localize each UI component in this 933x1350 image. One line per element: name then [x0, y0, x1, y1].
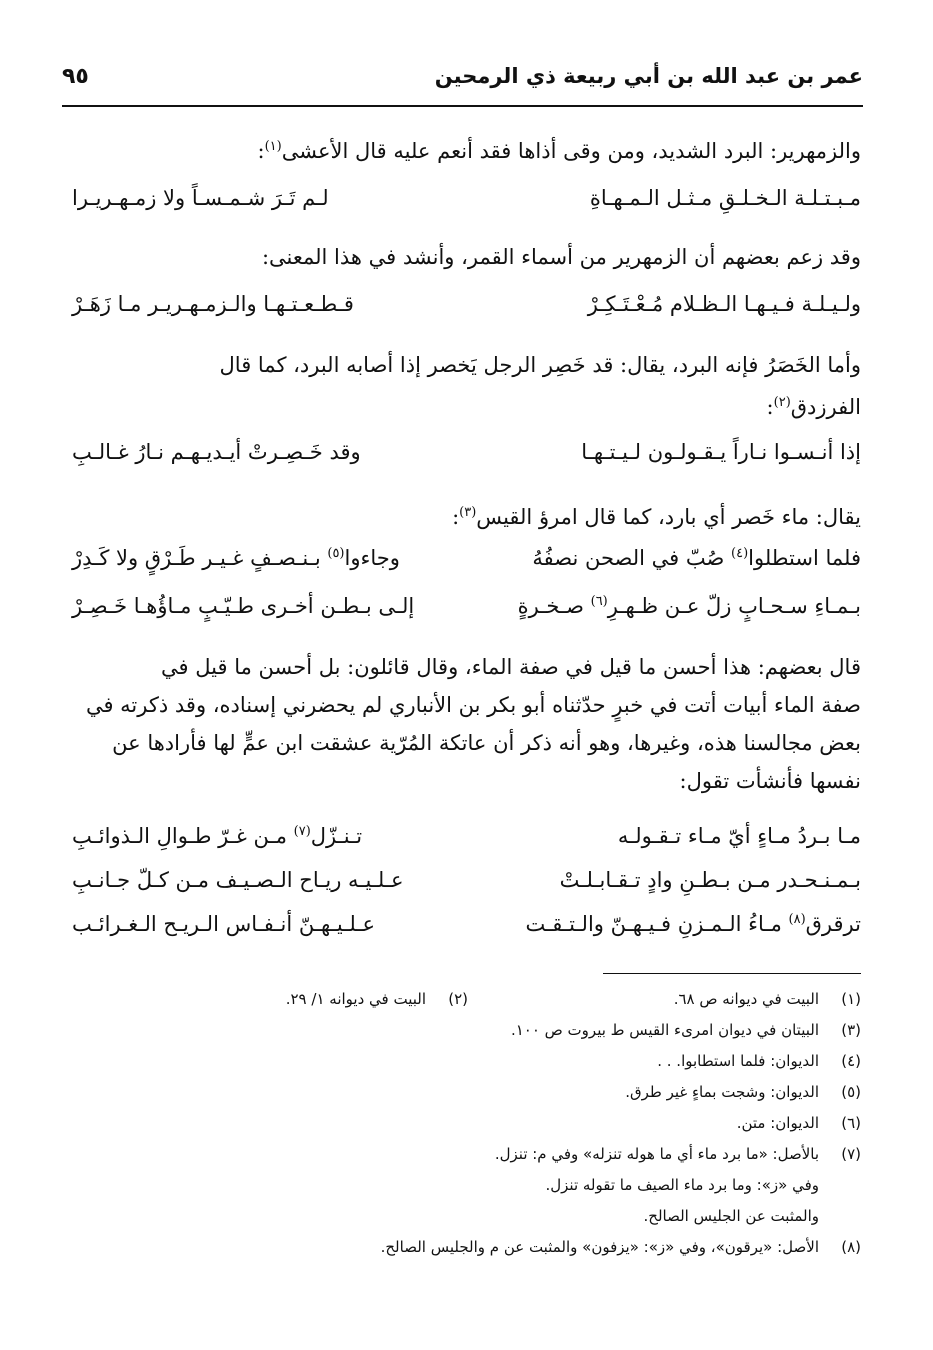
verse-2-first-hemistich: ولـيـلـة فـيـهـا الـظـلام مُـعْـتَـكِـرْ: [587, 292, 861, 316]
verse-4-first-hemistich: فلما استطلوا$^{(٤)}$ صُبّ في الصحن نصفُهُ: [532, 546, 861, 570]
paragraph-1: والزمهرير: البرد الشديد، ومن وقى أذاها فقد أنعم عليه قال الأعشى$^{(١)}$:: [257, 139, 861, 163]
verse-5-first-hemistich: بـمـاءِ سـحـابٍ زلّ عـن ظـهـرِ$^{(٦)}$ صـخـرةٍ: [517, 594, 861, 618]
footnote-7-line-2: وفي «ز»: وما برد ماء الصيف ما تقوله تنزل.: [545, 1176, 819, 1194]
footnote-4: (٤)الديوان: فلما استطابوا. . .: [657, 1052, 861, 1070]
verse-1: [72, 186, 861, 226]
verse-3: [72, 440, 861, 480]
verse-8-first-hemistich: ترقرق$^{(٨)}$ مـاءُ الـمـزنِ فـيـهـنّ والـتـقـت: [525, 912, 861, 936]
footnote-7: (٧)بالأصل: «ما برد ماء أي ما هوله تنزله» وفي م: تنزل.: [494, 1145, 861, 1163]
footnote-ref-3[interactable]: (٣): [459, 505, 477, 520]
paragraph-3-line-1: وأما الخَصَرُ فإنه البرد، يقال: قد خَصِر الرجل يَخصر إذا أصابه البرد، كما قال: [219, 353, 861, 377]
verse-7-second-hemistich: عـلـيـه ريـاح الـصـيـف مـن كـلّ جـانـبِ: [72, 868, 404, 892]
paragraph-1-text: والزمهرير: البرد الشديد، ومن وقى أذاها فقد أنعم عليه قال الأعشى: [281, 139, 861, 163]
verse-4: [72, 546, 861, 586]
paragraph-5-line-4: نفسها فأنشأت تقول:: [679, 769, 861, 793]
verse-8: [72, 912, 861, 952]
paragraph-4: يقال: ماء خَصر أي بارد، كما قال امرؤ القيس$^{(٣)}$:: [452, 505, 861, 529]
running-header: [62, 58, 863, 98]
verse-3-second-hemistich: وقد خَـصِـرتْ أيـديـهـم نـارُ غـالـبِ: [72, 440, 361, 464]
footnote-1: (١)البيت في ديوانه ص ٦٨.: [673, 990, 861, 1008]
footnote-2: (٢)البيت في ديوانه ١/ ٢٩.: [285, 990, 468, 1008]
paragraph-5-line-2: صفة الماء أبيات أتت في خبرٍ حدّثناه أبو بكر بن الأنباري لم يحضرني إسناده، وقد ذكرته في: [85, 693, 861, 717]
verse-8-second-hemistich: عـلـيـهـنّ أنـفـاس الـريـح الـغـرائـب: [72, 912, 375, 936]
verse-2: [72, 292, 861, 332]
verse-2-second-hemistich: قـطـعـتـهـا والـزمـهـريـر مـا زَهَـرْ: [72, 292, 354, 316]
footnote-ref-5[interactable]: (٥): [327, 546, 345, 561]
paragraph-3: [72, 346, 861, 426]
verse-1-first-hemistich: مـبـتـلـة الـخـلـقِ مـثـل الـمـهـاةِ: [589, 186, 861, 210]
footnote-5: (٥)الديوان: وشجت بماءٍ غير طرق.: [625, 1083, 861, 1101]
verse-4-second-hemistich: وجاءوا$^{(٥)}$ بـنـصـفٍ غـيـر طَـرْقٍ ولا كَـدِرْ: [72, 546, 400, 570]
verse-6-second-hemistich: تـنـزّل$^{(٧)}$ مـن غـرّ طـوالِ الـذوائـبِ: [72, 824, 363, 848]
paragraph-5-line-3: بعض مجالسنا هذه، وغيرها، وهو أنه ذكر أن عاتكة المُرّية عشقت ابن عمٍّ لها فأرادها عن: [112, 731, 861, 755]
paragraph-2: وقد زعم بعضهم أن الزمهرير من أسماء القمر، وأنشد في هذا المعنى:: [261, 245, 861, 269]
footnote-ref-7[interactable]: (٧): [293, 824, 311, 839]
footnote-ref-2[interactable]: (٢): [773, 395, 791, 410]
footnote-ref-1[interactable]: (١): [264, 139, 282, 154]
verse-1-second-hemistich: لـم تَـرَ شـمـسـاً ولا زمـهـريـرا: [72, 186, 329, 210]
footnote-ref-6[interactable]: (٦): [590, 594, 608, 609]
paragraph-5: [72, 648, 861, 800]
header-title: عمر بن عبد الله بن أبي ربيعة ذي الرمحين: [434, 64, 863, 88]
verse-5-second-hemistich: إلـى بـطـن أخـرى طـيّـبٍ مـاؤُهـا خَـصِـرْ: [72, 594, 415, 618]
paragraph-3-line-2: الفرزدق$^{(٢)}$:: [766, 395, 861, 419]
footnote-ref-8[interactable]: (٨): [788, 912, 806, 927]
footnote-8: (٨)الأصل: «يرقون»، وفي «ز»: «يزفون» والمثبت عن م والجليس الصالح.: [380, 1238, 861, 1256]
footnote-rule: [603, 973, 861, 974]
verse-7-first-hemistich: بـمـنـحـدر مـن بـطـنِ وادٍ تـقـابـلـتْ: [559, 868, 861, 892]
verse-6: [72, 824, 861, 864]
footnote-ref-4[interactable]: (٤): [731, 546, 749, 561]
footnote-6: (٦)الديوان: متن.: [736, 1114, 861, 1132]
verse-3-first-hemistich: إذا أنـسـوا نـاراً يـقـولـون لـيـتـهـا: [581, 440, 861, 464]
paragraph-5-line-1: قال بعضهم: هذا أحسن ما قيل في صفة الماء، وقال قائلون: بل أحسن ما قيل في: [161, 655, 861, 679]
verse-7: [72, 868, 861, 908]
header-rule: [62, 105, 863, 107]
verse-6-first-hemistich: مـا بـردُ مـاءٍ أيّ مـاء تـقـولـه: [617, 824, 861, 848]
verse-5: [72, 594, 861, 634]
footnote-3: (٣)البيتان في ديوان امرىء القيس ط بيروت ص ١٠٠.: [510, 1021, 861, 1039]
page-number: ٩٥: [62, 64, 89, 89]
footnote-7-line-3: والمثبت عن الجليس الصالح.: [643, 1207, 819, 1225]
